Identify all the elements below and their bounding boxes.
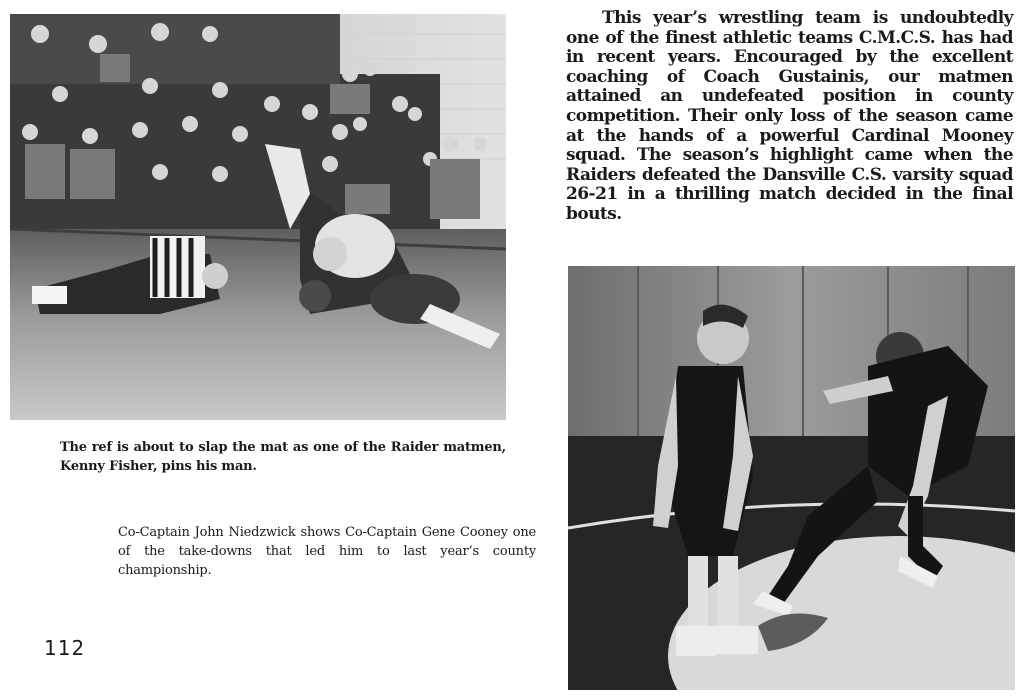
photo-caption-referee: The ref is about to slap the mat as one of the Raider matmen, Kenny Fisher, pins his man.: [60, 440, 506, 474]
article-body-text: This year’s wrestling team is undoubtedly one of the finest athletic teams C.M.C.S. has had in recent years. Encouraged by the excellent coaching of Coach Gustainis, our matmen attained an undefeated position in county competition. Their only loss of the season came at the hands of a powerful Cardinal Mooney squad. The season’s highlight came when the Raiders defeated the Dansville C.S. varsity squad 26-21 in a thrilling match decided in the final bouts.: [566, 8, 1013, 224]
takedown-demonstration-photo: [568, 266, 1015, 690]
photo-caption-co-captains: Co-Captain John Niedzwick shows Co-Captain Gene Cooney one of the take-downs that led him to last year’s county championship.: [118, 525, 536, 578]
wrestling-pin-photo: [10, 14, 506, 420]
page-number: 112: [44, 636, 86, 660]
